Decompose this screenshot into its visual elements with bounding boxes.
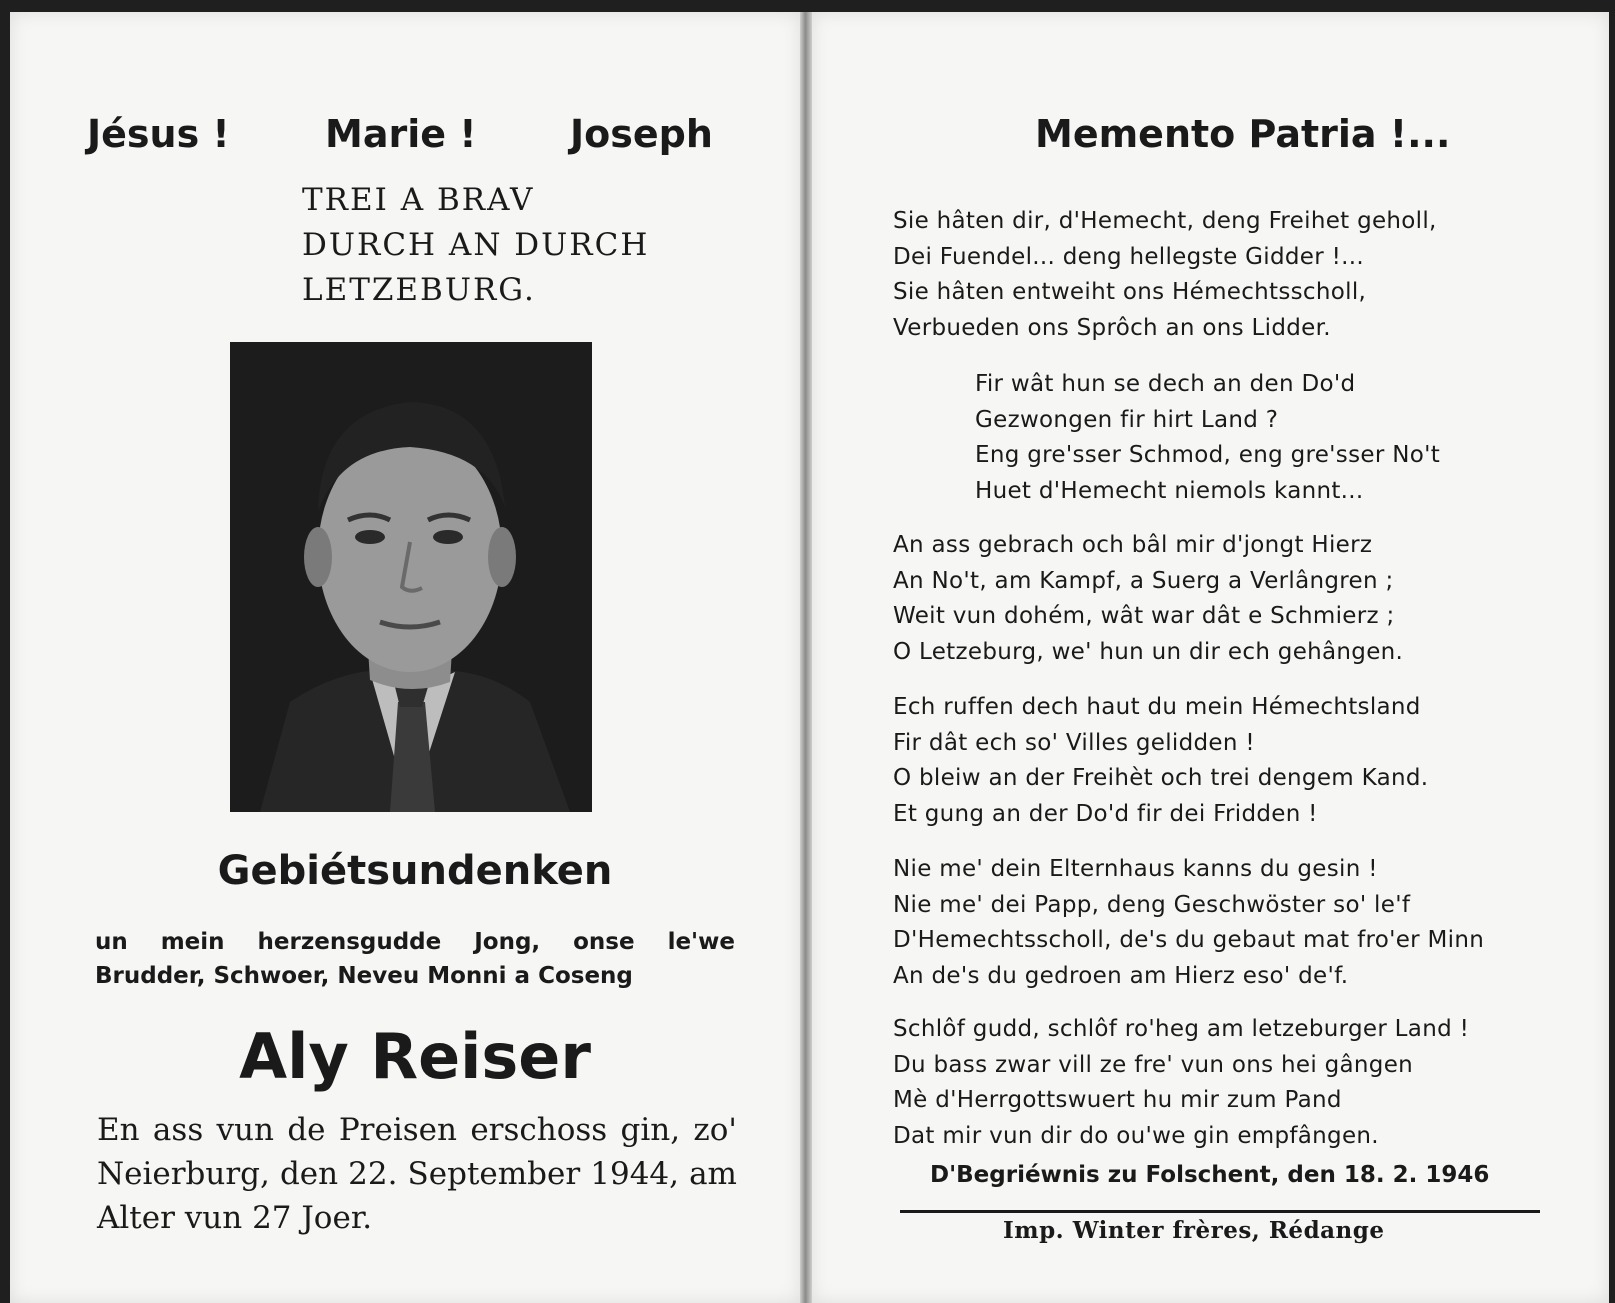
poem-line: Et gung an der Do'd fir dei Fridden ! — [893, 800, 1318, 827]
notice-word: erschoss — [470, 1112, 608, 1148]
motto-line: TREI A BRAV — [302, 182, 535, 218]
poem-line: Du bass zwar vill ze fre' vun ons hei gângen — [893, 1051, 1414, 1078]
poem-line: Dei Fuendel... deng hellegste Gidder !... — [893, 243, 1364, 270]
notice-word: En — [97, 1112, 140, 1148]
poem-line: Weit vun dohém, wât war dât e Schmierz ; — [893, 603, 1395, 629]
poem-stanza-1 — [893, 204, 1437, 346]
deceased-name: Aly Reiser — [239, 1020, 591, 1093]
poem-stanza-6 — [893, 1012, 1469, 1154]
dedication-word: un — [95, 929, 128, 955]
notice-word: vun — [216, 1112, 274, 1148]
notice-word: ass — [152, 1112, 204, 1148]
notice-word: Preisen — [338, 1112, 457, 1148]
invocation-joseph: Joseph — [570, 112, 713, 156]
motto — [302, 178, 649, 313]
poem-line: Fir wât hun se dech an den Do'd — [975, 371, 1356, 397]
poem-line: An de's du gedroen am Hierz eso' de'f. — [893, 962, 1349, 989]
motto-line: LETZEBURG. — [302, 272, 536, 308]
poem-stanza-2 — [975, 367, 1440, 509]
poem-line: Mè d'Herrgottswuert hu mir zum Pand — [893, 1087, 1342, 1113]
poem-line: Dat mir vun dir do ou'we gin empfângen. — [893, 1122, 1379, 1149]
poem-line: Eng gre'sser Schmod, eng gre'sser No't — [975, 442, 1441, 468]
dedication-line-2: Brudder, Schwoer, Neveu Monni a Coseng — [95, 963, 633, 989]
dedication-word: mein — [160, 929, 225, 955]
dedication-word: Jong, — [474, 929, 541, 955]
memorial-heading: Gebiétsundenken — [217, 848, 613, 894]
poem-line: An No't, am Kampf, a Suerg a Verlângren ; — [893, 567, 1394, 594]
dedication-word: herzensgudde — [257, 929, 442, 955]
poem-line: Schlôf gudd, schlôf ro'heg am letzeburger Land ! — [893, 1016, 1470, 1042]
invocation-jesus: Jésus ! — [87, 112, 230, 156]
center-fold — [800, 12, 812, 1303]
notice-word: Neierburg, — [97, 1156, 270, 1192]
poem-line: Nie me' dein Elternhaus kanns du gesin ! — [893, 856, 1378, 882]
poem-line: Nie me' dei Papp, deng Geschwöster so' le'f — [893, 891, 1411, 918]
poem-stanza-5 — [893, 852, 1484, 994]
notice-word: den — [279, 1156, 339, 1192]
notice-word: am — [689, 1156, 737, 1192]
poem-line: D'Hemechtsscholl, de's du gebaut mat fro'er Minn — [893, 927, 1485, 953]
portrait-photo — [230, 342, 592, 812]
notice-word: September — [407, 1156, 581, 1192]
death-notice-line-1 — [97, 1108, 737, 1152]
poem-line: Huet d'Hemecht niemols kannt... — [975, 477, 1364, 504]
poem-title: Memento Patria !... — [1035, 112, 1451, 156]
invocation-marie: Marie ! — [325, 112, 477, 156]
poem-stanza-3 — [893, 528, 1403, 670]
motto-line: DURCH AN DURCH — [302, 227, 650, 263]
divider-rule — [900, 1210, 1540, 1213]
poem-line: Sie hâten dir, d'Hemecht, deng Freihet geholl, — [893, 208, 1437, 234]
poem-line: O Letzeburg, we' hun un dir ech gehângen. — [893, 638, 1404, 665]
poem-line: An ass gebrach och bâl mir d'jongt Hierz — [893, 532, 1373, 558]
poem-line: Fir dât ech so' Villes gelidden ! — [893, 729, 1255, 756]
notice-word: gin, — [620, 1112, 681, 1148]
portrait-icon — [230, 342, 592, 812]
notice-word: zo' — [693, 1112, 737, 1148]
notice-word: 1944, — [590, 1156, 679, 1192]
poem-stanza-4 — [893, 690, 1428, 832]
poem-line: Sie hâten entweiht ons Hémechtsscholl, — [893, 279, 1367, 305]
dedication-word: le'we — [667, 929, 735, 955]
death-notice — [97, 1108, 737, 1240]
poem-line: Gezwongen fir hirt Land ? — [975, 406, 1279, 433]
notice-word: de — [287, 1112, 326, 1148]
notice-word: 22. — [348, 1156, 398, 1192]
dedication-word: onse — [573, 929, 635, 955]
poem-line: Ech ruffen dech haut du mein Hémechtsland — [893, 694, 1421, 720]
dedication — [95, 925, 735, 993]
poem-line: O bleiw an der Freihèt och trei dengem Kand. — [893, 765, 1429, 791]
death-notice-line-3: Alter vun 27 Joer. — [97, 1200, 373, 1236]
funeral-info: D'Begriéwnis zu Folschent, den 18. 2. 1946 — [930, 1162, 1490, 1188]
death-notice-line-2 — [97, 1152, 737, 1196]
dedication-line-1 — [95, 925, 735, 959]
poem-line: Verbueden ons Sprôch an ons Lidder. — [893, 314, 1331, 341]
printer-imprint: Imp. Winter frères, Rédange — [1003, 1217, 1385, 1244]
